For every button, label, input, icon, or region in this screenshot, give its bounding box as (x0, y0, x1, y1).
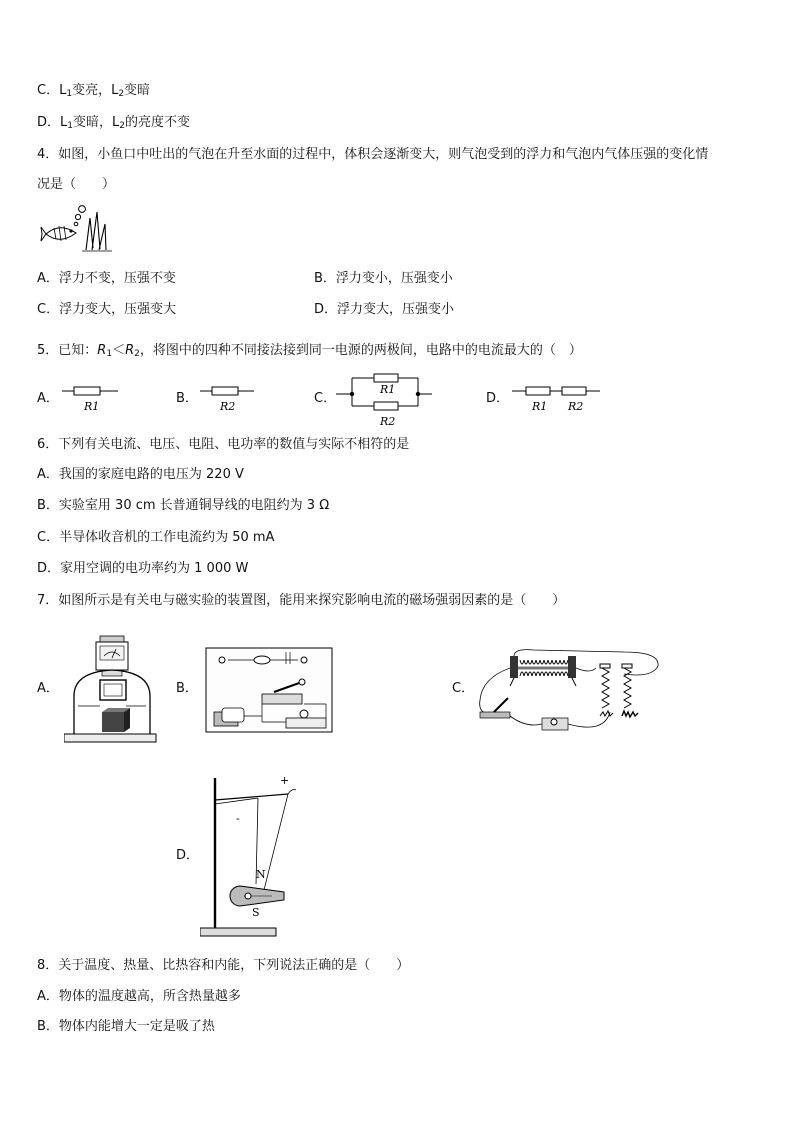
q8-option-a: A．物体的温度越高，所含热量越多 (37, 989, 241, 1004)
q6-option-d: D．家用空调的电功率约为 1 000 W (37, 561, 249, 576)
q4-option-c: C．浮力变大，压强变大 (37, 302, 177, 317)
q5-circuit-c-parallel (336, 368, 436, 430)
q7-d-north-label: N (256, 868, 266, 881)
q5-circuit-a (62, 383, 122, 413)
q4-stem-line1: 4．如图，小鱼口中吐出的气泡在升至水面的过程中，体积会逐渐变大，则气泡受到的浮力和气泡内气体压强的变化情 (37, 147, 709, 162)
q5-c-lower-resistor-label: R2 (380, 415, 396, 428)
q5-circuit-b (200, 383, 256, 413)
q5-c-upper-resistor-label: R1 (380, 383, 396, 396)
q7-d-minus-label: - (236, 812, 240, 825)
q5-d-resistor1-label: R1 (532, 400, 548, 413)
q7-label-a: A． (37, 681, 59, 696)
q5-circuit-d-series (512, 383, 602, 413)
q5-stem: 5．已知：$R_1<R_2$，将图中的四种不同接法接到同一电源的两极间，电路中的电流最大的（ ） (37, 343, 582, 359)
q6-option-c: C．半导体收音机的工作电流约为 50 mA (37, 530, 275, 545)
q3-option-c: C．$L_1$变亮，$L_2$变暗 (37, 83, 151, 99)
q4-option-b: B．浮力变小，压强变小 (314, 271, 453, 286)
q7-label-d: D． (176, 848, 200, 863)
q3-option-d: D．$L_1$变暗，$L_2$的亮度不变 (37, 115, 190, 131)
q7-d-south-label: S (252, 906, 260, 919)
q5-d-resistor2-label: R2 (568, 400, 584, 413)
q6-option-a: A．我国的家庭电路的电压为 220 V (37, 467, 244, 482)
q6-option-b: B．实验室用 30 cm 长普通铜导线的电阻约为 3 Ω (37, 498, 330, 513)
q7-figure-a-bell-jar (64, 634, 158, 746)
q8-stem: 8．关于温度、热量、比热容和内能，下列说法正确的是（ ） (37, 958, 410, 973)
q7-stem: 7．如图所示是有关电与磁实验的装置图，能用来探究影响电流的磁场强弱因素的是（ ） (37, 593, 566, 608)
fish-bubble-figure (40, 204, 114, 254)
q7-figure-c-electromagnets (474, 648, 662, 738)
q5-label-a: A． (37, 391, 59, 406)
q7-d-plus-label: + (280, 774, 290, 787)
q5-b-resistor-label: R2 (220, 400, 236, 413)
q5-a-resistor-label: R1 (84, 400, 100, 413)
q5-label-d: D． (486, 391, 510, 406)
q7-figure-b-circuit-board (204, 646, 336, 736)
q4-option-d: D．浮力变大，压强变小 (314, 302, 455, 317)
q7-label-b: B． (176, 681, 198, 696)
q7-label-c: C． (452, 681, 475, 696)
q7-figure-d-swing-wire (200, 772, 304, 938)
q8-option-b: B．物体内能增大一定是吸了热 (37, 1019, 215, 1034)
q4-stem-line2: 况是（ ） (37, 177, 116, 192)
q5-label-b: B． (176, 391, 198, 406)
q5-label-c: C． (314, 391, 337, 406)
q4-option-a: A．浮力不变，压强不变 (37, 271, 176, 286)
q6-stem: 6．下列有关电流、电压、电阻、电功率的数值与实际不相符的是 (37, 437, 410, 452)
